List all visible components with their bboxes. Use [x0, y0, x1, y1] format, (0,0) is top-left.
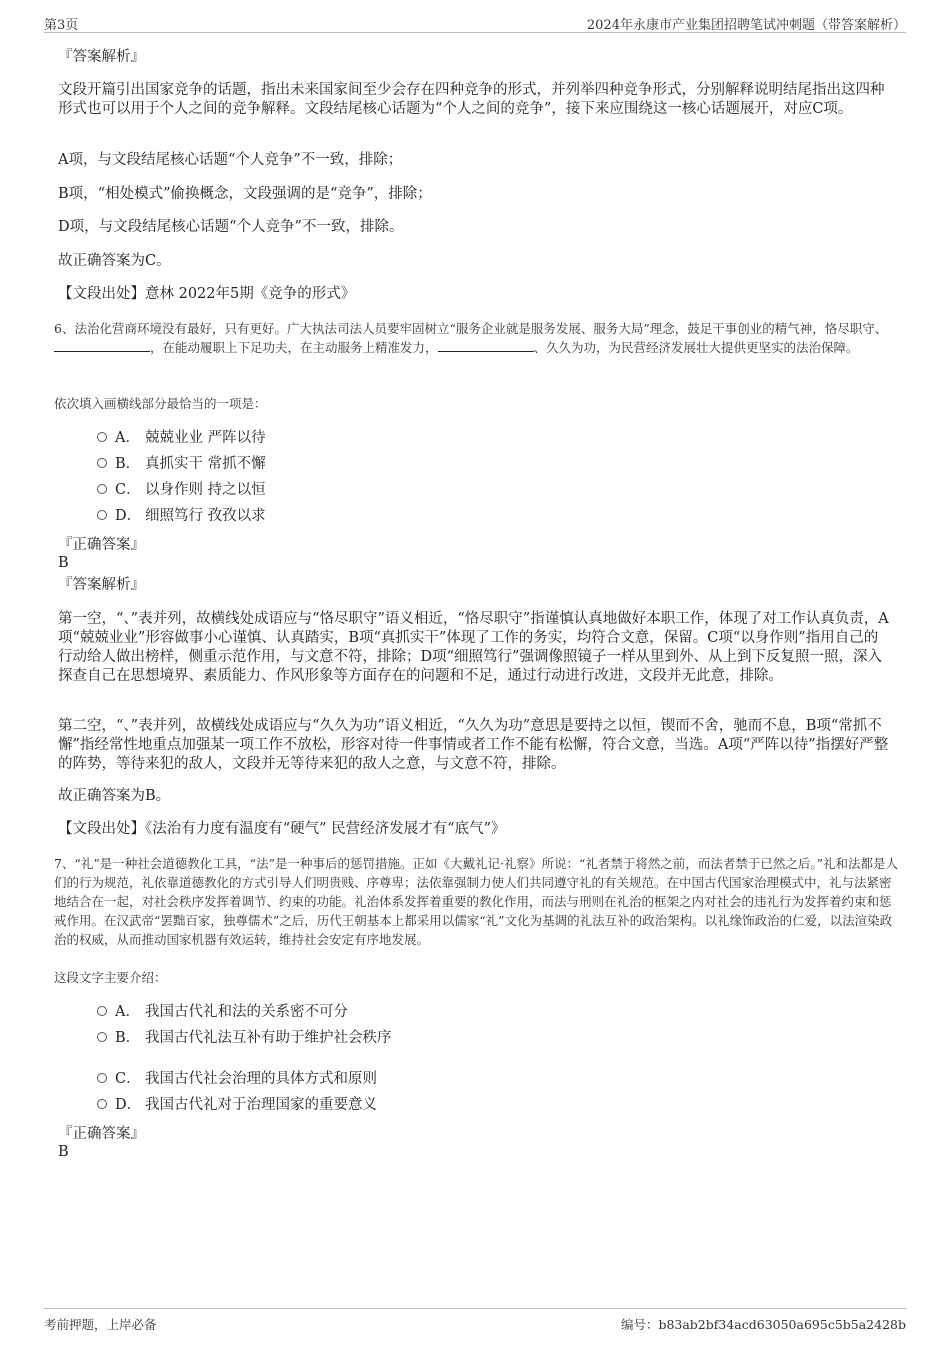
- radio-icon[interactable]: [97, 1032, 107, 1042]
- q5-conclusion: 故正确答案为C。: [58, 253, 171, 269]
- option-text: 细照笃行 孜孜以求: [145, 508, 266, 524]
- q6-option-c[interactable]: [97, 479, 266, 501]
- option-text: 我国古代礼法互补有助于维护社会秩序: [145, 1030, 392, 1046]
- q7-option-d[interactable]: [97, 1094, 377, 1116]
- option-label: A．: [115, 430, 140, 446]
- radio-icon[interactable]: [97, 432, 107, 442]
- q6-correct-label: 『正确答案』: [58, 537, 145, 553]
- q7-prompt: 这段文字主要介绍：: [54, 970, 167, 985]
- option-text: 我国古代社会治理的具体方式和原则: [145, 1071, 377, 1087]
- radio-icon[interactable]: [97, 458, 107, 468]
- option-label: C．: [115, 482, 141, 498]
- option-label: D．: [115, 1097, 142, 1113]
- q5-analysis-p2: A项，与文段结尾核心话题“个人竞争”不一致，排除；: [58, 152, 403, 168]
- radio-icon[interactable]: [97, 1073, 107, 1083]
- option-text: 我国古代礼对于治理国家的重要意义: [145, 1097, 377, 1113]
- option-label: C．: [115, 1071, 141, 1087]
- page-header: [44, 12, 906, 33]
- q5-analysis-p4: D项，与文段结尾核心话题“个人竞争”不一致，排除。: [58, 219, 404, 235]
- q6-option-a[interactable]: [97, 427, 266, 449]
- q6-answer: B: [58, 555, 69, 571]
- q7-option-b[interactable]: [97, 1027, 392, 1049]
- page-footer: [44, 1308, 906, 1331]
- option-text: 以身作则 持之以恒: [145, 482, 266, 498]
- q5-source: 【文段出处】意林 2022年5期《竞争的形式》: [58, 286, 356, 302]
- document-id: 编号：b83ab2bf34acd63050a695c5b5a2428b: [620, 1317, 906, 1332]
- q5-analysis-p3: B项，“相处模式”偷换概念，文段强调的是“竞争”，排除；: [58, 186, 432, 202]
- q6-stem-part3: 、久久为功，为民营经济发展壮大提供更坚实的法治保障。: [533, 340, 859, 355]
- q6-source: 【文段出处】《法治有力度有温度有“硬气” 民营经济发展才有“底气”》: [58, 821, 506, 837]
- q7-stem: 7、“礼”是一种社会道德教化工具，“法”是一种事后的惩罚措施。正如《大戴礼记·礼察》所说：“礼者禁于将然之前，而法者禁于已然之后。”礼和法都是人们的行为规范，礼依靠道德教化的方式引导人们明贵贱、序尊卑；法依靠强制力使人们共同遵守礼的有关规范。在中国古代国家治理模式中，礼与法紧密地结合在一起，对社会秩序发挥着调节、约束的功能。礼治体系发挥着重要的教化作用，而法与刑则在礼治的框架之内对社会的违礼行为发挥着约束和惩戒作用。在汉武帝“罢黜百家，独尊儒术”之后，历代王朝基本上都采用以儒家“礼”文化为基调的礼法互补的政治架构。以礼缘饰政治的仁爱，以法渲染政治的权威，从而推动国家机器有效运转，维持社会安定有序地发展。: [54, 856, 899, 947]
- option-text: 我国古代礼和法的关系密不可分: [145, 1004, 348, 1020]
- q6-option-b[interactable]: [97, 453, 266, 475]
- q6-stem: [54, 319, 900, 357]
- q5-analysis-p1: 文段开篇引出国家竞争的话题，指出未来国家间至少会存在四种竞争的形式，并列举四种竞争形式，分别解释说明结尾指出这四种形式也可以用于个人之间的竞争解释。文段结尾核心话题为“个人之间的竞争”，接下来应围绕这一核心话题展开，对应C项。: [58, 82, 885, 117]
- q6-stem-part2: ，在能动履职上下足功夫，在主动服务上精准发力，: [150, 340, 438, 355]
- q6-stem-part1: 6、法治化营商环境没有最好，只有更好。广大执法司法人员要牢固树立“服务企业就是服务发展、服务大局”理念，鼓足干事创业的精气神，恪尽职守、: [54, 321, 888, 336]
- q6-analysis-p2: 第二空，“、”表并列，故横线处成语应与“久久为功”语义相近，“久久为功”意思是要持之以恒，锲而不舍，驰而不息，B项“常抓不懈”指经常性地重点加强某一项工作不放松，形容对待一件事情或者工作不能有松懈，符合文意，当选。A项“严阵以待”指摆好严整的阵势，等待来犯的敌人，文段并无等待来犯的敌人之意，与文意不符，排除。: [58, 718, 889, 772]
- footer-slogan: 考前押题，上岸必备: [44, 1317, 157, 1332]
- q7-option-c[interactable]: [97, 1068, 377, 1090]
- q6-blank-2: [438, 339, 534, 352]
- radio-icon[interactable]: [97, 510, 107, 520]
- q6-conclusion: 故正确答案为B。: [58, 788, 171, 804]
- q5-analysis-label: 『答案解析』: [58, 49, 145, 65]
- q7-correct-label: 『正确答案』: [58, 1126, 145, 1142]
- radio-icon[interactable]: [97, 484, 107, 494]
- option-text: 真抓实干 常抓不懈: [145, 456, 266, 472]
- q6-option-d[interactable]: [97, 505, 266, 527]
- q6-analysis-label: 『答案解析』: [58, 577, 145, 593]
- option-label: A．: [115, 1004, 140, 1020]
- radio-icon[interactable]: [97, 1099, 107, 1109]
- option-text: 兢兢业业 严阵以待: [145, 430, 266, 446]
- q7-option-a[interactable]: [97, 1001, 348, 1023]
- radio-icon[interactable]: [97, 1006, 107, 1016]
- page-number: 第3页: [44, 18, 79, 33]
- q6-prompt: 依次填入画横线部分最恰当的一项是：: [54, 396, 267, 411]
- q6-blank-1: [54, 339, 150, 352]
- document-title: 2024年永康市产业集团招聘笔试冲刺题（带答案解析）: [586, 18, 906, 33]
- option-label: B．: [115, 456, 141, 472]
- q6-analysis-p1: 第一空，“、”表并列，故横线处成语应与“恪尽职守”语义相近，“恪尽职守”指谨慎认真地做好本职工作，体现了对工作认真负责，A项“兢兢业业”形容做事小心谨慎、认真踏实，B项“真抓实干”体现了工作的务实，均符合文意，保留。C项“以身作则”指用自己的行动给人做出榜样，侧重示范作用，与文意不符，排除；D项“细照笃行”强调像照镜子一样从里到外、从上到下反复照一照，深入探查自己在思想境界、素质能力、作风形象等方面存在的问题和不足，通过行动进行改进，文段并无此意，排除。: [58, 611, 889, 684]
- q7-answer: B: [58, 1144, 69, 1160]
- option-label: D．: [115, 508, 142, 524]
- option-label: B．: [115, 1030, 141, 1046]
